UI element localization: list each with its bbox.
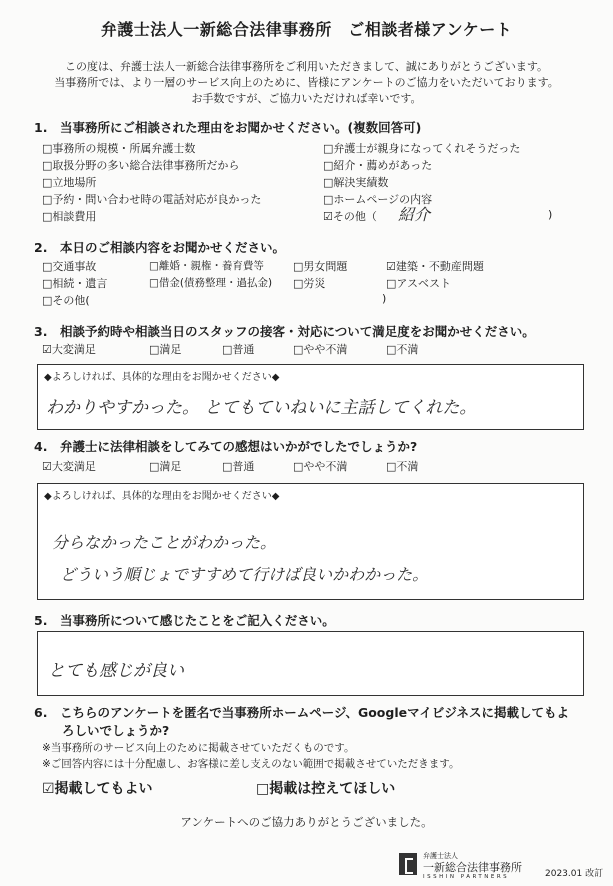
form-version: 2023.01 改訂: [545, 869, 604, 879]
intro-line-3: お手数ですが、ご協力いただければ幸いです。: [191, 92, 422, 105]
q2-option-inheritance[interactable]: □相続・遺言: [42, 277, 108, 290]
q2-option-other[interactable]: □その他(: [42, 294, 90, 307]
q4-comment-handwriting-2: どういう順じょですすめて行けば良いかわかった。: [60, 565, 429, 584]
logo-roman-text: ISSHIN PARTNERS: [423, 874, 510, 880]
q3-option-very-satisfied[interactable]: ☑大変満足: [42, 343, 96, 356]
q6-option-decline[interactable]: □掲載は控えてほしい: [256, 781, 396, 797]
logo-small-text: 弁護士法人: [423, 852, 458, 860]
q1-other-close: ): [548, 208, 553, 221]
q1-option-fee[interactable]: □相談費用: [42, 210, 97, 223]
question-1: 1. 当事務所にご相談された理由をお聞かせください。(複数回答可): [34, 120, 422, 135]
q6-option-allow[interactable]: ☑掲載してもよい: [42, 781, 153, 797]
question-4: 4. 弁護士に法律相談をしてみての感想はいかがでしたでしょうか?: [34, 439, 418, 454]
q3-comment-label: ◆よろしければ、具体的な理由をお聞かせください◆: [44, 372, 280, 383]
firm-logo-icon: [399, 853, 417, 875]
q1-option-phone[interactable]: □予約・問い合わせ時の電話対応が良かった: [42, 193, 262, 206]
q2-option-debt[interactable]: □借金(債務整理・過払金): [149, 277, 273, 289]
q4-option-neutral[interactable]: □普通: [222, 460, 255, 473]
q2-option-traffic[interactable]: □交通事故: [42, 260, 97, 273]
question-3: 3. 相談予約時や相談当日のスタッフの接客・対応について満足度をお聞かせください。: [34, 324, 535, 339]
q6-note-2: ※ご回答内容には十分配慮し、お客様に差し支えのない範囲で掲載させていただきます。: [42, 758, 460, 770]
q5-comment-box[interactable]: [37, 631, 584, 696]
q4-option-dissatisfied[interactable]: □不満: [386, 460, 419, 473]
thanks-message: アンケートへのご協力ありがとうございました。: [180, 815, 433, 829]
question-5: 5. 当事務所について感じたことをご記入ください。: [34, 613, 335, 628]
q2-option-real-estate[interactable]: ☑建築・不動産問題: [386, 260, 484, 273]
q4-option-somewhat-dissatisfied[interactable]: □やや不満: [293, 460, 348, 473]
q3-option-satisfied[interactable]: □満足: [149, 343, 182, 356]
q2-option-labor-accident[interactable]: □労災: [293, 277, 326, 290]
q1-option-location[interactable]: □立地場所: [42, 176, 97, 189]
intro-line-1: この度は、弁護士法人一新総合法律事務所をご利用いただきまして、誠にありがとうございます。: [65, 60, 548, 73]
q4-option-satisfied[interactable]: □満足: [149, 460, 182, 473]
q2-option-asbestos[interactable]: □アスベスト: [386, 277, 451, 290]
q1-option-results[interactable]: □解決実績数: [323, 176, 389, 189]
logo-main-text: 一新総合法律事務所: [423, 861, 522, 874]
q3-comment-handwriting: わかりやすかった。 とてもていねいに主話してくれた。: [46, 398, 477, 418]
q3-comment-box[interactable]: [37, 364, 584, 430]
question-6: 6. こちらのアンケートを匿名で当事務所ホームページ、Googleマイビジネスに掲載してもよ: [34, 705, 569, 720]
q1-option-scale[interactable]: □事務所の規模・所属弁護士数: [42, 142, 196, 155]
q4-comment-box[interactable]: [37, 483, 584, 600]
q2-option-divorce[interactable]: □離婚・親権・養育費等: [149, 260, 264, 272]
page-title: 弁護士法人一新総合法律事務所 ご相談者様アンケート: [100, 20, 513, 39]
q5-comment-handwriting: とても感じが良い: [48, 661, 184, 681]
q4-comment-label: ◆よろしければ、具体的な理由をお聞かせください◆: [44, 491, 280, 502]
q4-comment-handwriting-1: 分らなかったことがわかった。: [52, 533, 277, 552]
q1-option-referral[interactable]: □紹介・薦めがあった: [323, 159, 433, 172]
q1-option-general-firm[interactable]: □取扱分野の多い総合法律事務所だから: [42, 159, 240, 172]
q2-other-close: ): [382, 292, 387, 305]
question-6-line-2: ろしいでしょうか?: [62, 723, 170, 738]
q3-option-neutral[interactable]: □普通: [222, 343, 255, 356]
q1-option-caring[interactable]: □弁護士が親身になってくれそうだった: [323, 142, 521, 155]
q4-option-very-satisfied[interactable]: ☑大変満足: [42, 460, 96, 473]
q3-option-dissatisfied[interactable]: □不満: [386, 343, 419, 356]
question-2: 2. 本日のご相談内容をお聞かせください。: [34, 240, 285, 255]
q1-other-handwriting: 紹介: [398, 205, 431, 224]
intro-line-2: 当事務所では、より一層のサービス向上のために、皆様にアンケートのご協力をいただいております。: [54, 76, 559, 89]
q2-option-gender[interactable]: □男女問題: [293, 260, 348, 273]
q1-option-other[interactable]: ☑その他（: [323, 210, 377, 223]
q1-option-homepage[interactable]: □ホームページの内容: [323, 193, 433, 206]
q6-note-1: ※当事務所のサービス向上のために掲載させていただくものです。: [42, 742, 355, 754]
q3-option-somewhat-dissatisfied[interactable]: □やや不満: [293, 343, 348, 356]
